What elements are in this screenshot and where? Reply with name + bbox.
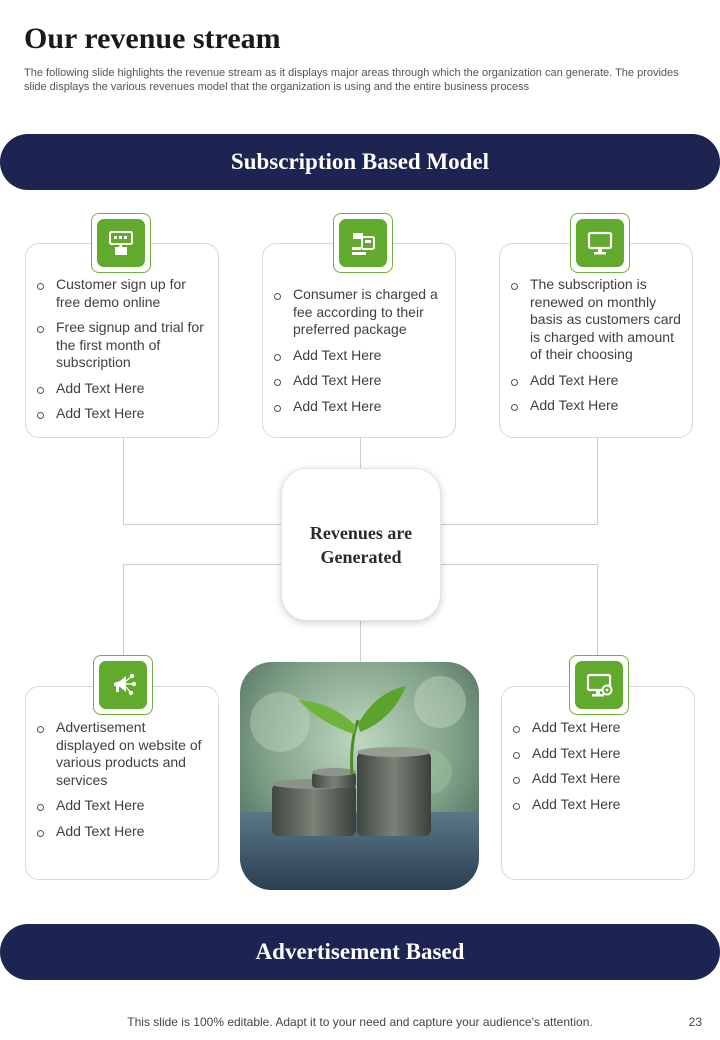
payment-terminal-icon bbox=[348, 228, 378, 258]
list-item: Add Text Here bbox=[26, 797, 208, 815]
list-item: Add Text Here bbox=[26, 380, 208, 398]
monitor-icon-box bbox=[570, 213, 630, 273]
payment-terminal-icon-box bbox=[333, 213, 393, 273]
page-title: Our revenue stream bbox=[24, 22, 281, 55]
connector-line bbox=[123, 524, 281, 525]
list-item: Add Text Here bbox=[26, 823, 208, 841]
card-add-text bbox=[501, 686, 695, 880]
sign-up-screen-icon-box bbox=[91, 213, 151, 273]
footer-note: This slide is 100% editable. Adapt it to your need and capture your audience’s attention. bbox=[127, 1015, 593, 1029]
list-item: Add Text Here bbox=[500, 372, 682, 390]
page-number: 23 bbox=[688, 1015, 702, 1029]
list-item: Add Text Here bbox=[502, 745, 684, 763]
connector-line bbox=[123, 437, 124, 525]
list-item: Add Text Here bbox=[500, 397, 682, 415]
advertisement-band bbox=[0, 924, 720, 980]
list-item: Add Text Here bbox=[502, 770, 684, 788]
monitor-icon bbox=[585, 228, 615, 258]
advertisement-band-label: Advertisement Based bbox=[255, 939, 465, 964]
list-item: Add Text Here bbox=[263, 372, 445, 390]
connector-line bbox=[439, 524, 598, 525]
connector-line bbox=[360, 437, 361, 468]
center-line-1: Revenues are bbox=[309, 522, 413, 543]
list-item: Consumer is charged a fee according to their preferred package bbox=[263, 286, 445, 339]
connector-line bbox=[439, 564, 598, 565]
monitor-settings-icon-box bbox=[569, 655, 629, 715]
connector-line bbox=[123, 564, 281, 565]
list-item: Add Text Here bbox=[263, 398, 445, 416]
center-line-2: Generated bbox=[320, 546, 402, 567]
page-subtitle: The following slide highlights the revenue stream as it displays major areas through which the organization can generate. The provides slide displays the various revenues model that the organization is using and the entire business process bbox=[24, 67, 679, 93]
megaphone-network-icon-box bbox=[93, 655, 153, 715]
revenues-generated-box bbox=[281, 468, 441, 621]
connector-line bbox=[597, 437, 598, 525]
list-item: Add Text Here bbox=[502, 796, 684, 814]
list-item: Customer sign up for free demo online bbox=[26, 276, 208, 311]
sign-up-screen-icon bbox=[106, 228, 136, 258]
list-item: Add Text Here bbox=[263, 347, 445, 365]
connector-line bbox=[360, 619, 361, 662]
megaphone-network-icon bbox=[108, 670, 138, 700]
list-item: The subscription is renewed on monthly basis as customers card is charged with amount of their choosing bbox=[500, 276, 682, 364]
card-advertisement bbox=[25, 686, 219, 880]
list-item: Advertisement displayed on website of various products and services bbox=[26, 719, 208, 789]
monitor-settings-icon bbox=[584, 670, 614, 700]
list-item: Add Text Here bbox=[26, 405, 208, 423]
list-item: Free signup and trial for the first month of subscription bbox=[26, 319, 208, 372]
subscription-band bbox=[0, 134, 720, 190]
subscription-band-label: Subscription Based Model bbox=[230, 149, 490, 174]
list-item: Add Text Here bbox=[502, 719, 684, 737]
coins-plant-photo bbox=[240, 662, 479, 890]
